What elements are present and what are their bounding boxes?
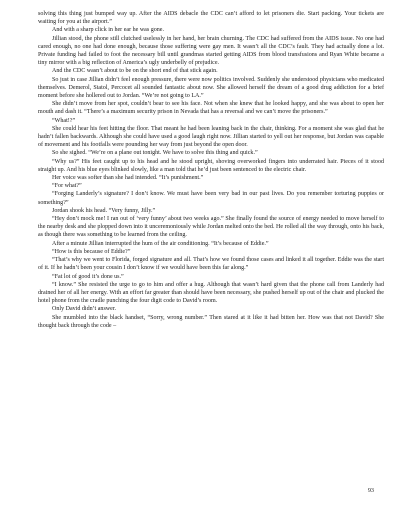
paragraph: She could hear his feet hitting the floor. That meant he had been leaning back in the chair, thinking. For a moment she was glad that he hadn’t fallen backwards. Although she could have used a good laugh right now. Jillian started to yell out her response, but Jordan was capable of movement and his footfalls were pounding her way from just beyond the open door. (38, 125, 384, 149)
paragraph: She didn’t move from her spot, couldn’t bear to see his face. Not when she knew that he looked happy, and she was about to open her mouth and dash it. “There’s a maximum security prison in Nevada that has a reversal and we can’t move the prisoners.” (38, 101, 384, 116)
paragraph: “For what?” (52, 183, 82, 190)
paragraph: Only David didn’t answer. (52, 306, 117, 313)
paragraph: “What!?” (52, 117, 76, 124)
paragraph: “Hey don’t mock me! I ran out of ‘very funny’ about two weeks ago.” She finally found the source of energy needed to move herself to the nearby desk and she plopped down into it unceremoniously while Jordan melted onto the bed. He rolled all the way through, onto his back, as though there was something to be learned from the ceiling. (38, 216, 384, 239)
paragraph: “Fat lot of good it’s done us.” (52, 273, 124, 280)
document-page (38, 10, 384, 330)
paragraph: So she sighed. “We’re on a plane out tonight. We have to solve this thing and quick.” (52, 150, 258, 157)
paragraph: After a minute Jillian interrupted the hum of the air conditioning. “It’s because of Eddie.” (52, 240, 269, 247)
paragraph: “I know.” She resisted the urge to go to him and offer a hug. Although that wasn’t hard given that the phone call from Landerly had drained her of all her energy. With an effort far greater than should have been necessary, she pushed herself up out of the chair and plucked the hotel phone from the cradle punching the four digit code to David’s room. (38, 281, 384, 305)
paragraph: “Forging Landerly’s signature? I don’t know. We must have been very bad in our past lives. Do you remember torturing puppies or something?” (38, 191, 384, 206)
paragraph: “How is this because of Eddie?” (52, 248, 131, 255)
page-number: 93 (367, 487, 374, 494)
paragraph: Jordan shook his head. “Very funny, Jilly.” (52, 207, 156, 214)
paragraph: “Why us?” His feet caught up to his head and he stood upright, shoving overworked fingers into underrated hair. Pieces of it stood straight up. And his blue eyes blinked slowly, like a man told that he’d just been sentenced to the electric chair. (38, 158, 384, 173)
paragraph: So just in case Jillian didn’t feel enough pressure, there were now politics involved. Suddenly she understood physicians who medicated themselves. Demerol, Statol, Percocet all sounded fantastic about now. She allowed herself the dream of a good drug addiction for a brief moment before she hollered out to Jordan. “We’re not going to LA.” (38, 76, 384, 100)
paragraph: And the CDC wasn’t about to be on the short end of that stick again. (52, 68, 218, 75)
paragraph: Her voice was softer than she had intended. “It’s punishment.” (52, 175, 204, 182)
paragraph: “That’s why we went to Florida, forged signature and all. That’s how we found those cases and linked it all together. Eddie was the start of it. If he hadn’t been your cousin I don’t know if we would have been this far along.” (38, 257, 384, 272)
paragraph: solving this thing just bumped way up. After the AIDS debacle the CDC can’t afford to let prisoners die. Start packing. Your tickets are waiting for you at the airport.” (38, 11, 384, 26)
paragraph: She mumbled into the black handset, “Sorry, wrong number.” Then stared at it like it had bitten her. How was that not David? She thought back through the code – (38, 314, 384, 329)
paragraph: Jillian stood, the phone still clutched uselessly in her hand, her brain churning. The CDC had suffered from the AIDS issue. No one had cared enough, no one had done enough, because those suffering were gay men. It wasn’t all the CDC’s fault. They had actually done a lot. Private funding had failed to foot the necessary bill until grandmas started getting AIDS from blood transfusions and Ryan White became a tiny mirror with a big reflection of America’s ugly underbelly of prejudice. (38, 35, 384, 67)
paragraph: And with a sharp click in her ear he was gone. (52, 27, 164, 34)
